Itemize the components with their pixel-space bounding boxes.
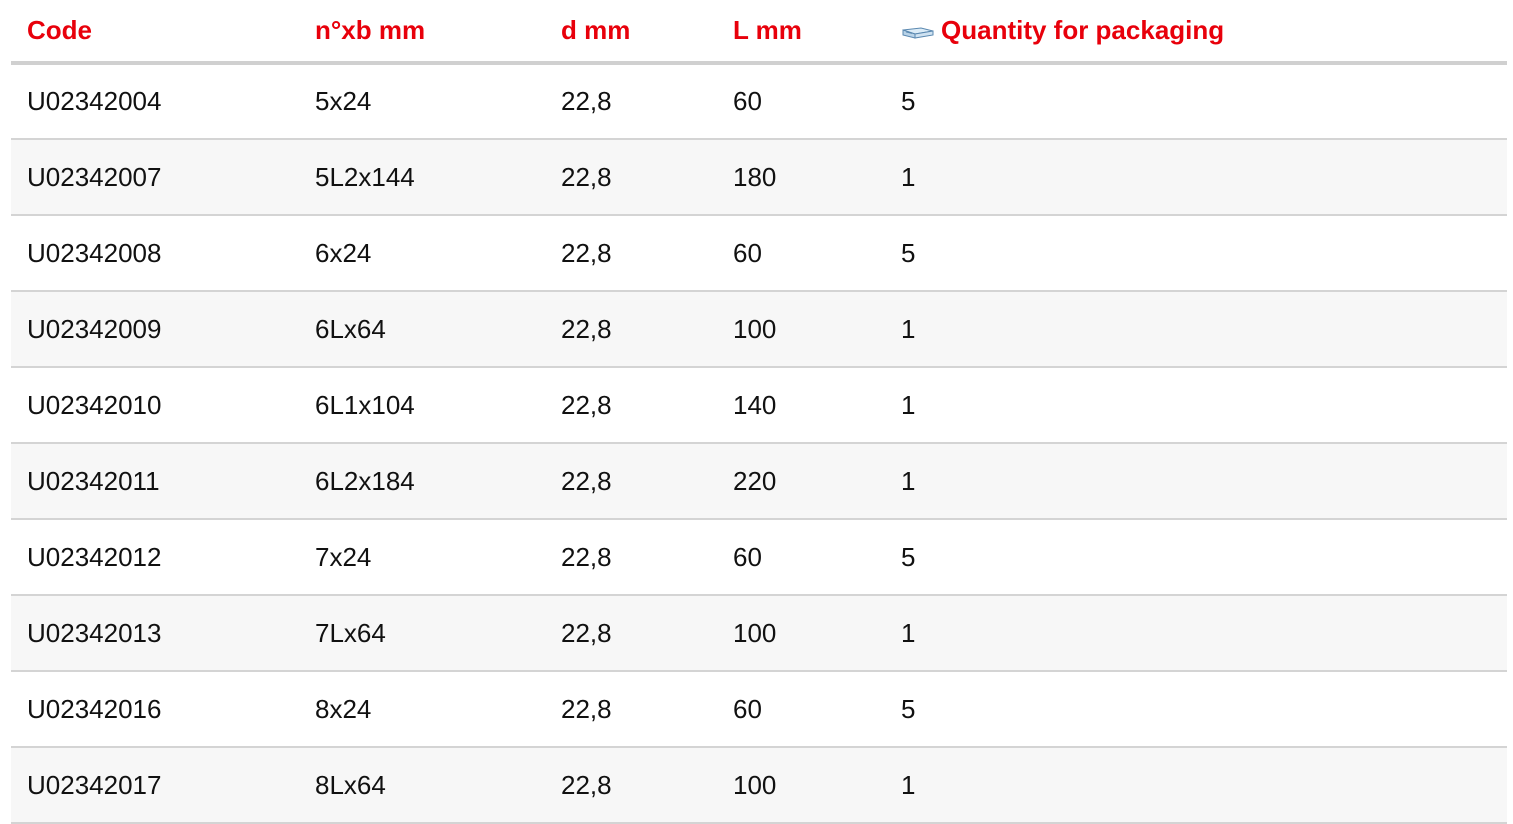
cell-l: 140 (717, 367, 885, 443)
table-row (11, 291, 1507, 367)
table-row (11, 215, 1507, 291)
cell-nxb: 6x24 (299, 215, 545, 291)
cell-quantity: 1 (885, 291, 1507, 367)
product-table (11, 0, 1507, 824)
cell-nxb: 6L1x104 (299, 367, 545, 443)
table-row (11, 747, 1507, 823)
cell-code: U02342010 (11, 367, 299, 443)
cell-code: U02342008 (11, 215, 299, 291)
table-row (11, 63, 1507, 139)
cell-d: 22,8 (545, 747, 717, 823)
cell-quantity: 1 (885, 367, 1507, 443)
cell-code: U02342011 (11, 443, 299, 519)
header-quantity (885, 0, 1507, 63)
cell-l: 60 (717, 63, 885, 139)
cell-quantity: 1 (885, 747, 1507, 823)
cell-nxb: 8Lx64 (299, 747, 545, 823)
cell-quantity: 5 (885, 215, 1507, 291)
cell-code: U02342012 (11, 519, 299, 595)
cell-l: 60 (717, 215, 885, 291)
header-quantity-label: Quantity for packaging (941, 15, 1225, 45)
packaging-icon (901, 15, 935, 46)
cell-l: 180 (717, 139, 885, 215)
cell-d: 22,8 (545, 595, 717, 671)
table-row (11, 443, 1507, 519)
cell-d: 22,8 (545, 63, 717, 139)
cell-l: 60 (717, 671, 885, 747)
table-row (11, 367, 1507, 443)
cell-l: 100 (717, 747, 885, 823)
cell-l: 100 (717, 595, 885, 671)
cell-l: 100 (717, 291, 885, 367)
cell-quantity: 5 (885, 671, 1507, 747)
table-header (11, 0, 1507, 63)
cell-nxb: 8x24 (299, 671, 545, 747)
cell-d: 22,8 (545, 367, 717, 443)
cell-quantity: 1 (885, 443, 1507, 519)
cell-d: 22,8 (545, 139, 717, 215)
cell-code: U02342007 (11, 139, 299, 215)
table-row (11, 139, 1507, 215)
cell-nxb: 7x24 (299, 519, 545, 595)
cell-nxb: 6Lx64 (299, 291, 545, 367)
cell-nxb: 6L2x184 (299, 443, 545, 519)
cell-d: 22,8 (545, 443, 717, 519)
cell-quantity: 5 (885, 63, 1507, 139)
product-table-container (11, 0, 1507, 824)
table-row (11, 595, 1507, 671)
header-d: d mm (545, 0, 717, 63)
header-l: L mm (717, 0, 885, 63)
cell-d: 22,8 (545, 671, 717, 747)
table-row (11, 671, 1507, 747)
cell-quantity: 5 (885, 519, 1507, 595)
cell-code: U02342016 (11, 671, 299, 747)
header-code: Code (11, 0, 299, 63)
cell-code: U02342004 (11, 63, 299, 139)
cell-d: 22,8 (545, 519, 717, 595)
cell-code: U02342013 (11, 595, 299, 671)
table-row (11, 519, 1507, 595)
cell-l: 60 (717, 519, 885, 595)
header-row (11, 0, 1507, 63)
table-body (11, 63, 1507, 823)
cell-quantity: 1 (885, 595, 1507, 671)
cell-d: 22,8 (545, 291, 717, 367)
cell-quantity: 1 (885, 139, 1507, 215)
cell-nxb: 5L2x144 (299, 139, 545, 215)
cell-code: U02342017 (11, 747, 299, 823)
cell-nxb: 5x24 (299, 63, 545, 139)
cell-l: 220 (717, 443, 885, 519)
cell-d: 22,8 (545, 215, 717, 291)
cell-code: U02342009 (11, 291, 299, 367)
header-nxb: n°xb mm (299, 0, 545, 63)
cell-nxb: 7Lx64 (299, 595, 545, 671)
